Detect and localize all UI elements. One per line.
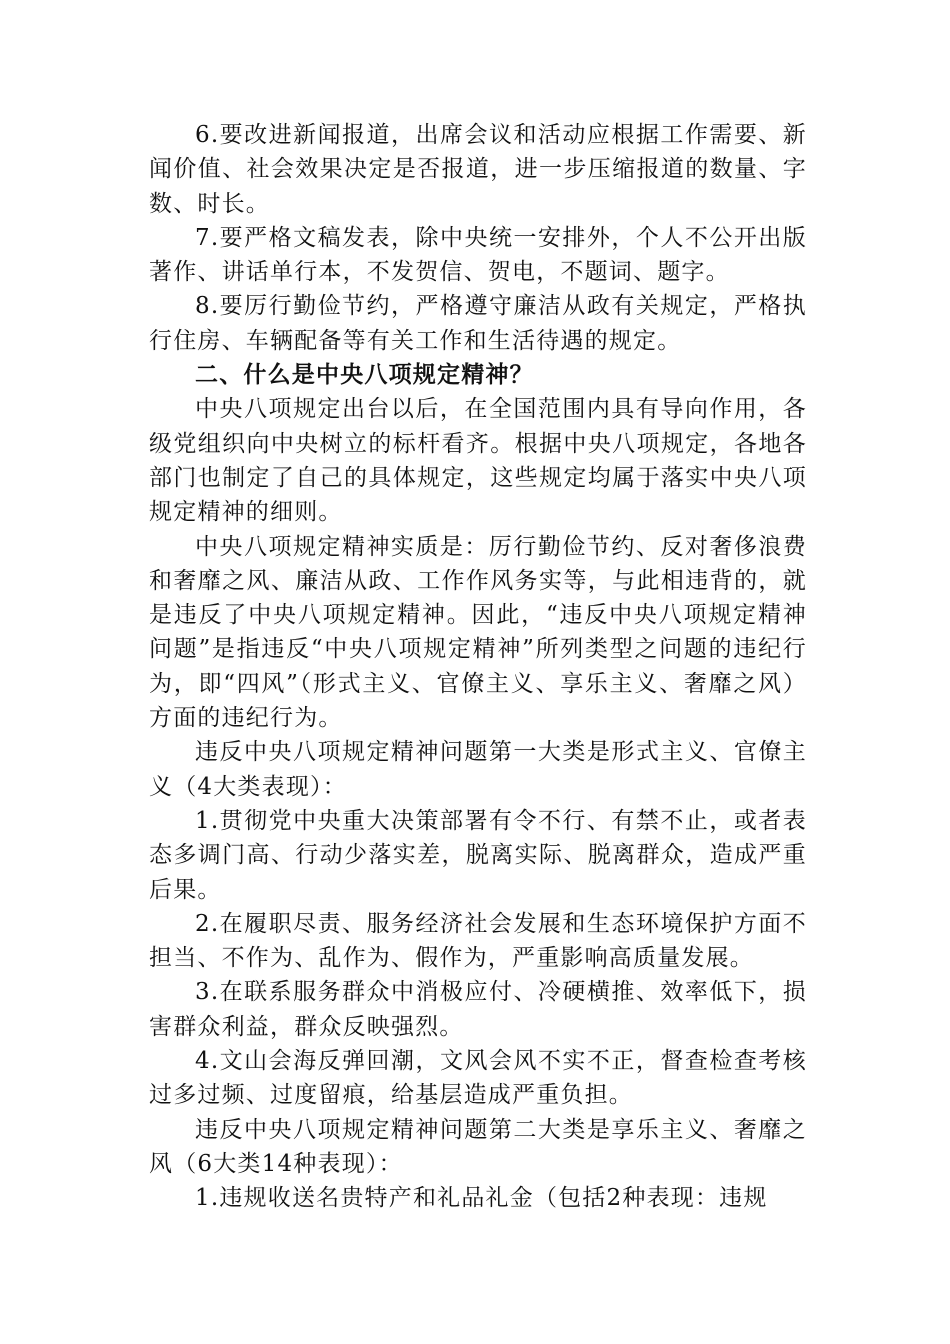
list-item: 1.贯彻党中央重大决策部署有令不行、有禁不止，或者表态多调门高、行动少落实差，脱离实际、脱离群众，造成严重后果。 bbox=[149, 807, 807, 903]
paragraph-category-1: 违反中央八项规定精神问题第一大类是形式主义、官僚主义（4大类表现）： bbox=[149, 739, 807, 800]
section-heading: 二、什么是中央八项规定精神？ bbox=[195, 362, 534, 389]
paragraph-category-2: 违反中央八项规定精神问题第二大类是享乐主义、奢靡之风（6大类14种表现）： bbox=[149, 1116, 807, 1177]
paragraph-essence: 中央八项规定精神实质是：厉行勤俭节约、反对奢侈浪费和奢靡之风、廉洁从政、工作作风务实等，与此相违背的，就是违反了中央八项规定精神。因此，“违反中央八项规定精神问题”是指违反“中央八项规定精神”所列类型之问题的违纪行为，即“四风”（形式主义、官僚主义、享乐主义、奢靡之风）方面的违纪行为。 bbox=[149, 533, 807, 732]
paragraph-intro: 中央八项规定出台以后，在全国范围内具有导向作用，各级党组织向中央树立的标杆看齐。根据中央八项规定，各地各部门也制定了自己的具体规定，这些规定均属于落实中央八项规定精神的细则。 bbox=[149, 396, 807, 526]
list-item: 2.在履职尽责、服务经济社会发展和生态环境保护方面不担当、不作为、乱作为、假作为，严重影响高质量发展。 bbox=[149, 910, 807, 972]
list-item: 3.在联系服务群众中消极应付、冷硬横推、效率低下，损害群众利益，群众反映强烈。 bbox=[149, 979, 807, 1040]
document-body bbox=[149, 118, 807, 1216]
paragraph-item-6: 6.要改进新闻报道，出席会议和活动应根据工作需要、新闻价值、社会效果决定是否报道，进一步压缩报道的数量、字数、时长。 bbox=[149, 122, 807, 217]
paragraph-item-8: 8.要厉行勤俭节约，严格遵守廉洁从政有关规定，严格执行住房、车辆配备等有关工作和生活待遇的规定。 bbox=[149, 293, 807, 354]
list-item: 1.违规收送名贵特产和礼品礼金（包括2种表现：违规 bbox=[195, 1185, 768, 1212]
list-item: 4.文山会海反弹回潮，文风会风不实不正，督查检查考核过多过频、过度留痕，给基层造成严重负担。 bbox=[149, 1048, 807, 1109]
paragraph-item-7: 7.要严格文稿发表，除中央统一安排外，个人不公开出版著作、讲话单行本，不发贺信、贺电，不题词、题字。 bbox=[149, 224, 807, 286]
